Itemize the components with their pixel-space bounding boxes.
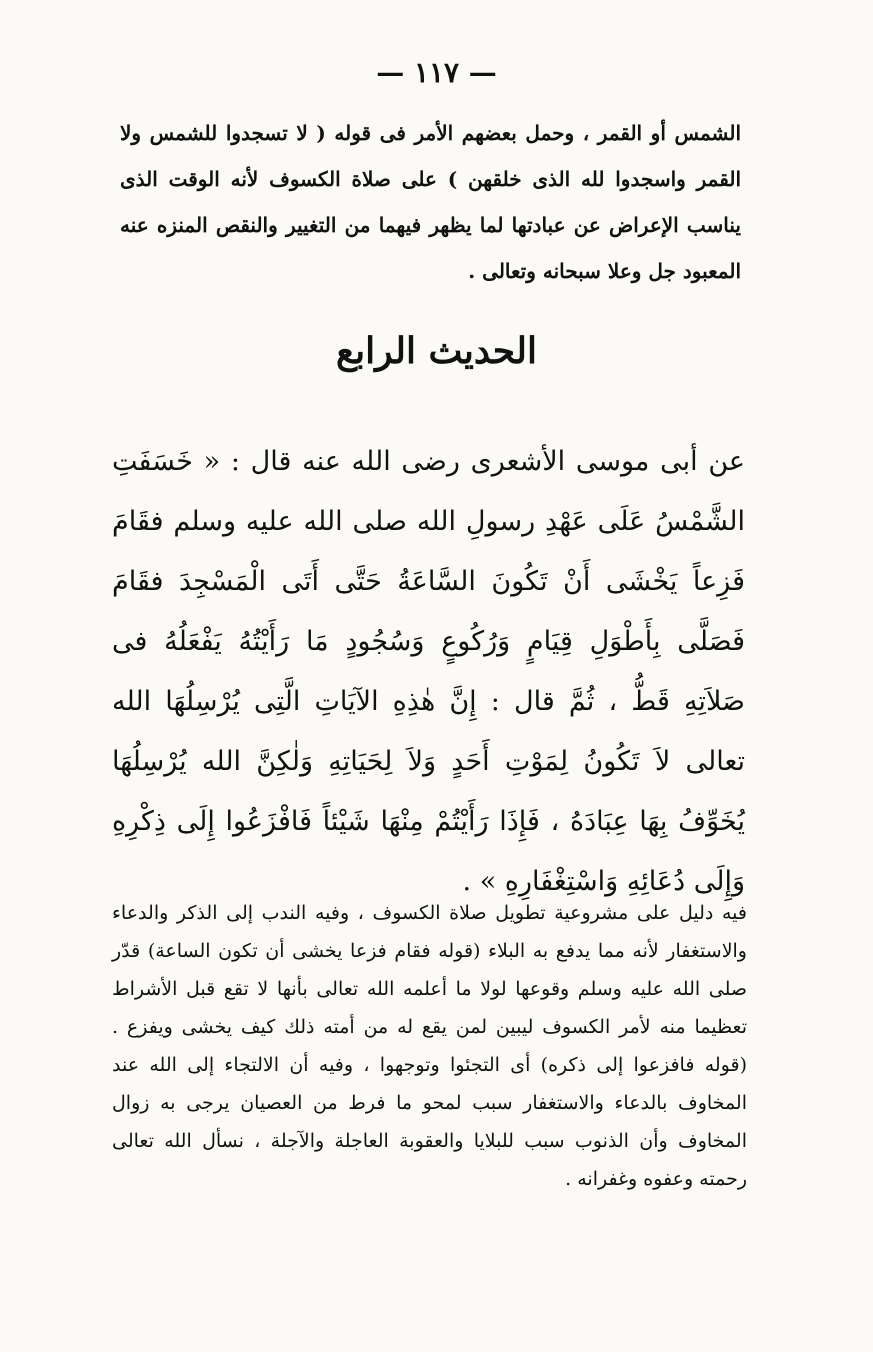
intro-paragraph (120, 110, 741, 294)
page-number: — ١١٧ — (376, 56, 497, 89)
intro-paragraph-text: الشمس أو القمر ، وحمل بعضهم الأمر فى قوله ( لا تسجدوا للشمس ولا القمر واسجدوا لله الذى خلقهن ) على صلاة الكسوف لأنه الوقت الذى يناسب الإعراض عن عبادتها لما يظهر فيهما من التغيير والنقص المنزه عنه المعبود جل وعلا سبحانه وتعالى . (120, 121, 741, 283)
commentary-paragraph (112, 894, 747, 1198)
commentary-text: فيه دليل على مشروعية تطويل صلاة الكسوف ، وفيه الندب إلى الذكر والدعاء والاستغفار لأنه مما يدفع به البلاء (قوله فقام فزعا يخشى أن تكون الساعة) قدّر صلى الله عليه وسلم وقوعها لولا ما أعلمه الله تعالى بأنها لا تقع قبل الأشراط تعظيما منه لأمر الكسوف ليبين لمن يقع له من أمته ذلك كيف يخشى ويفزع . (قوله فافزعوا إلى ذكره) أى التجئوا وتوجهوا ، وفيه أن الالتجاء إلى الله عند المخاوف بالدعاء والاستغفار سبب لمحو ما فرط من العصيان يرجى به زوال المخاوف وأن الذنوب سبب للبلايا والعقوبة العاجلة والآجلة ، نسأل الله تعالى رحمته وعفوه وغفرانه . (112, 902, 747, 1190)
hadith-paragraph (112, 432, 745, 912)
section-title: الحديث الرابع (335, 330, 538, 372)
hadith-text: عن أبى موسى الأشعرى رضى الله عنه قال : « خَسَفَتِ الشَّمْسُ عَلَى عَهْدِ رسولِ الله صلى الله عليه وسلم فقَامَ فَزِعاً يَخْشَى أَنْ تَكُونَ السَّاعَةُ حَتَّى أَتَى الْمَسْجِدَ فقَامَ فَصَلَّى بِأَطْوَلِ قِيَامٍ وَرُكُوعٍ وَسُجُودٍ مَا رَأَيْتُهُ يَفْعَلُهُ فى صَلاَتِهِ قَطُّ ، ثُمَّ قال : إِنَّ هٰذِهِ الآيَاتِ الَّتِى يُرْسِلُهَا الله تعالى لاَ تَكُونُ لِمَوْتِ أَحَدٍ وَلاَ لِحَيَاتِهِ وَلٰكِنَّ الله يُرْسِلُهَا يُخَوِّفُ بِهَا عِبَادَهُ ، فَإِذَا رَأَيْتُمْ مِنْهَا شَيْئاً فَافْزَعُوا إِلَى ذِكْرِهِ وَإِلَى دُعَائِهِ وَاسْتِغْفَارِهِ » . (112, 446, 745, 897)
